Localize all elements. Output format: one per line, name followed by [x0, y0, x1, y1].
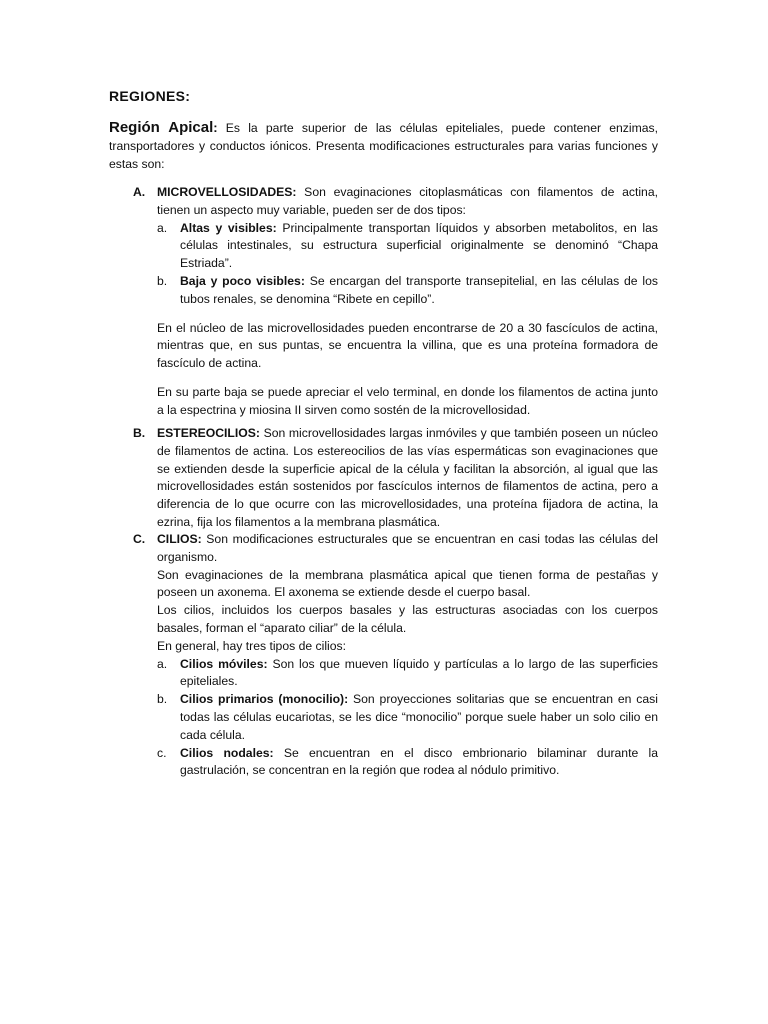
list-item-a — [133, 184, 658, 420]
paragraph: Son evaginaciones de la membrana plasmática apical que tienen forma de pestañas y poseen un axonema. El axonema se extiende desde el cuerpo basal. — [157, 567, 658, 600]
sub-item-b — [157, 691, 658, 744]
item-title: ESTEREOCILIOS: — [157, 426, 260, 440]
sub-item-a — [157, 220, 658, 273]
sub-letter: a. — [157, 656, 168, 671]
sub-letter: a. — [157, 220, 168, 235]
sub-title: Cilios nodales: — [180, 745, 274, 760]
sub-letter: b. — [157, 692, 168, 707]
sub-title: Baja y poco visibles: — [180, 273, 305, 288]
item-title: CILIOS: — [157, 532, 202, 546]
intro-paragraph — [109, 119, 658, 173]
sub-list — [157, 220, 658, 309]
paragraph: En general, hay tres tipos de cilios: — [157, 638, 347, 653]
item-title: MICROVELLOSIDADES: — [157, 185, 297, 199]
sub-title: Cilios primarios (monocilio): — [180, 692, 349, 707]
paragraph: En el núcleo de las microvellosidades pueden encontrarse de 20 a 30 fascículos de actina, mientras que, en sus puntas, se encuentra la villina, que es una proteína formadora de fascículo de actina. — [157, 320, 658, 371]
list-item-c — [133, 531, 658, 780]
sub-item-b — [157, 273, 658, 309]
paragraph: Los cilios, incluidos los cuerpos basales y las estructuras asociadas con los cuerpos basales, forman el “aparato ciliar” de la célula. — [157, 603, 658, 635]
item-letter: C. — [133, 532, 146, 546]
paragraph: En su parte baja se puede apreciar el velo terminal, en donde los filamentos de actina junto a la espectrina y miosina II sirven como sostén de la microvellosidad. — [157, 384, 658, 417]
intro-text: Es la parte superior de las células epiteliales, puede contener enzimas, transportadores y conductos iónicos. Presenta modificaciones estructurales para varias funciones y estas son: — [109, 121, 658, 171]
item-letter: B. — [133, 426, 146, 440]
item-letter: A. — [133, 185, 146, 199]
page-heading: REGIONES: — [109, 88, 191, 104]
region-title: Región Apical — [109, 119, 214, 136]
item-text: Son modificaciones estructurales que se encuentran en casi todas las células del organismo. — [157, 532, 658, 564]
sub-letter: c. — [157, 745, 167, 760]
sub-letter: b. — [157, 273, 168, 288]
list-item-b — [133, 425, 658, 532]
sub-text: Son los que mueven líquido y partículas a lo largo de las superficies epiteliales. — [180, 656, 659, 689]
sub-item-c — [157, 745, 658, 781]
sub-text: Son proyecciones solitarias que se encuentran en casi todas las células eucariotas, se les dice “monocilio” porque suele haber un solo cilio en cada célula. — [180, 692, 658, 742]
sub-list — [157, 656, 658, 781]
sub-title: Altas y visibles: — [180, 220, 277, 235]
region-title-colon: : — [213, 120, 218, 135]
sub-item-a — [157, 656, 658, 692]
sub-text: Se encuentran en el disco embrionario bilaminar durante la gastrulación, se concentran en la región que rodea al nódulo primitivo. — [180, 745, 659, 778]
item-text: Son evaginaciones citoplasmáticas con filamentos de actina, tienen un aspecto muy variable, pueden ser de dos tipos: — [157, 185, 658, 217]
sub-text: Se encargan del transporte transepitelial, en las células de los tubos renales, se denomina “Ribete en cepillo”. — [180, 273, 658, 306]
item-text: Son microvellosidades largas inmóviles y que también poseen un núcleo de filamentos de actina. Los estereocilios de las vías espermáticas son evaginaciones que se extienden desde la superficie apical de la célula y facilitan la absorción, al igual que las microvellosidades están sostenidos por fascículos internos de filamentos de actina, pero a diferencia de lo que ocurre con las microvellosidades, una proteína fijadora de actina, la ezrina, fija los filamentos a la membrana plasmática. — [157, 426, 658, 529]
sub-title: Cilios móviles: — [180, 656, 268, 671]
sub-text: Principalmente transportan líquidos y absorben metabolitos, en las células intestinales, su estructura superficial originalmente se denominó “Chapa Estriada”. — [180, 220, 658, 271]
